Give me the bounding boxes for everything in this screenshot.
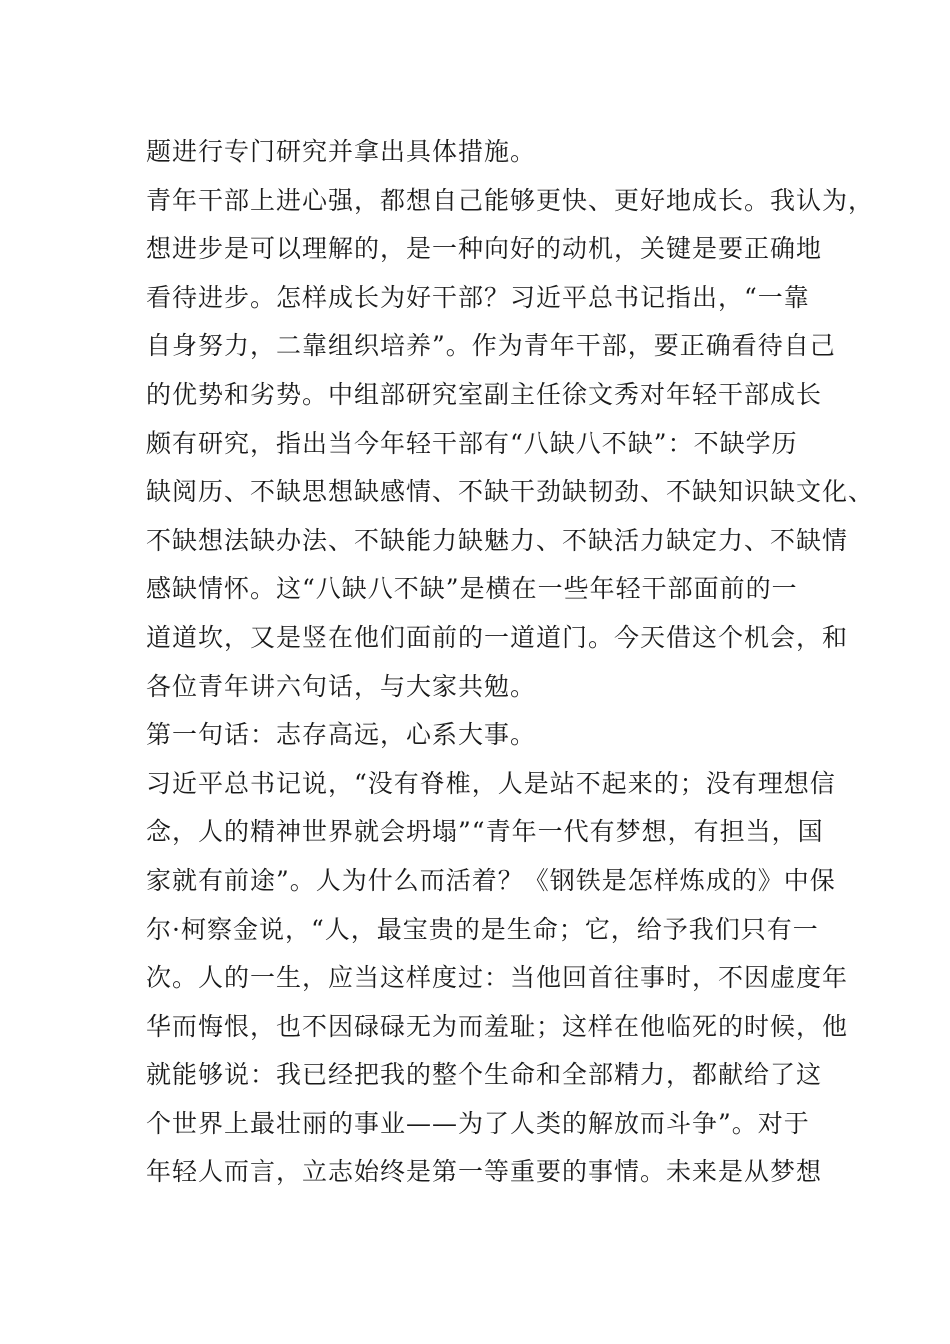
text-line: 次。人的一生，应当这样度过：当他回首往事时，不因虚度年 [146,963,849,993]
section-heading: 第一句话：志存高远，心系大事。 [146,720,537,750]
body-text [146,128,875,1197]
text-line: 华而悔恨，也不因碌碌无为而羞耻；这样在他临死的时候，他 [146,1011,849,1041]
text-line: 道道坎，又是竖在他们面前的一道道门。今天借这个机会，和 [146,622,849,652]
text-line: 念，人的精神世界就会坍塌”“青年一代有梦想，有担当，国 [146,817,824,847]
text-line: 年轻人而言，立志始终是第一等重要的事情。未来是从梦想 [146,1157,823,1187]
text-line: 不缺想法缺办法、不缺能力缺魅力、不缺活力缺定力、不缺情 [146,525,849,555]
text-line: 感缺情怀。这“八缺八不缺”是横在一些年轻干部面前的一 [146,574,798,604]
text-line: 题进行专门研究并拿出具体措施。 [146,137,537,166]
text-line: 各位青年讲六句话，与大家共勉。 [146,671,537,701]
text-line: 的优势和劣势。中组部研究室副主任徐文秀对年轻干部成长 [146,379,823,409]
text-line: 个世界上最壮丽的事业——为了人类的解放而斗争”。对于 [146,1108,810,1138]
text-line: 就能够说：我已经把我的整个生命和全部精力，都献给了这 [146,1060,823,1090]
text-line: 习近平总书记说，“没有脊椎，人是站不起来的；没有理想信 [146,768,836,798]
text-line: 自身努力，二靠组织培养”。作为青年干部，要正确看待自己 [146,331,836,361]
text-line: 家就有前途”。人为什么而活着？《钢铁是怎样炼成的》中保 [146,865,836,895]
text-line: 看待进步。怎样成长为好干部？习近平总书记指出，“一靠 [146,282,810,312]
text-line: 想进步是可以理解的，是一种向好的动机，关键是要正确地 [146,234,823,264]
text-line: 颇有研究，指出当今年轻干部有“八缺八不缺”：不缺学历 [146,428,798,458]
text-line: 缺阅历、不缺思想缺感情、不缺干劲缺韧劲、不缺知识缺文化、 [146,477,875,507]
text-line: 尔·柯察金说，“人，最宝贵的是生命；它，给予我们只有一 [146,914,819,944]
text-line: 青年干部上进心强，都想自己能够更快、更好地成长。我认为， [146,185,875,215]
